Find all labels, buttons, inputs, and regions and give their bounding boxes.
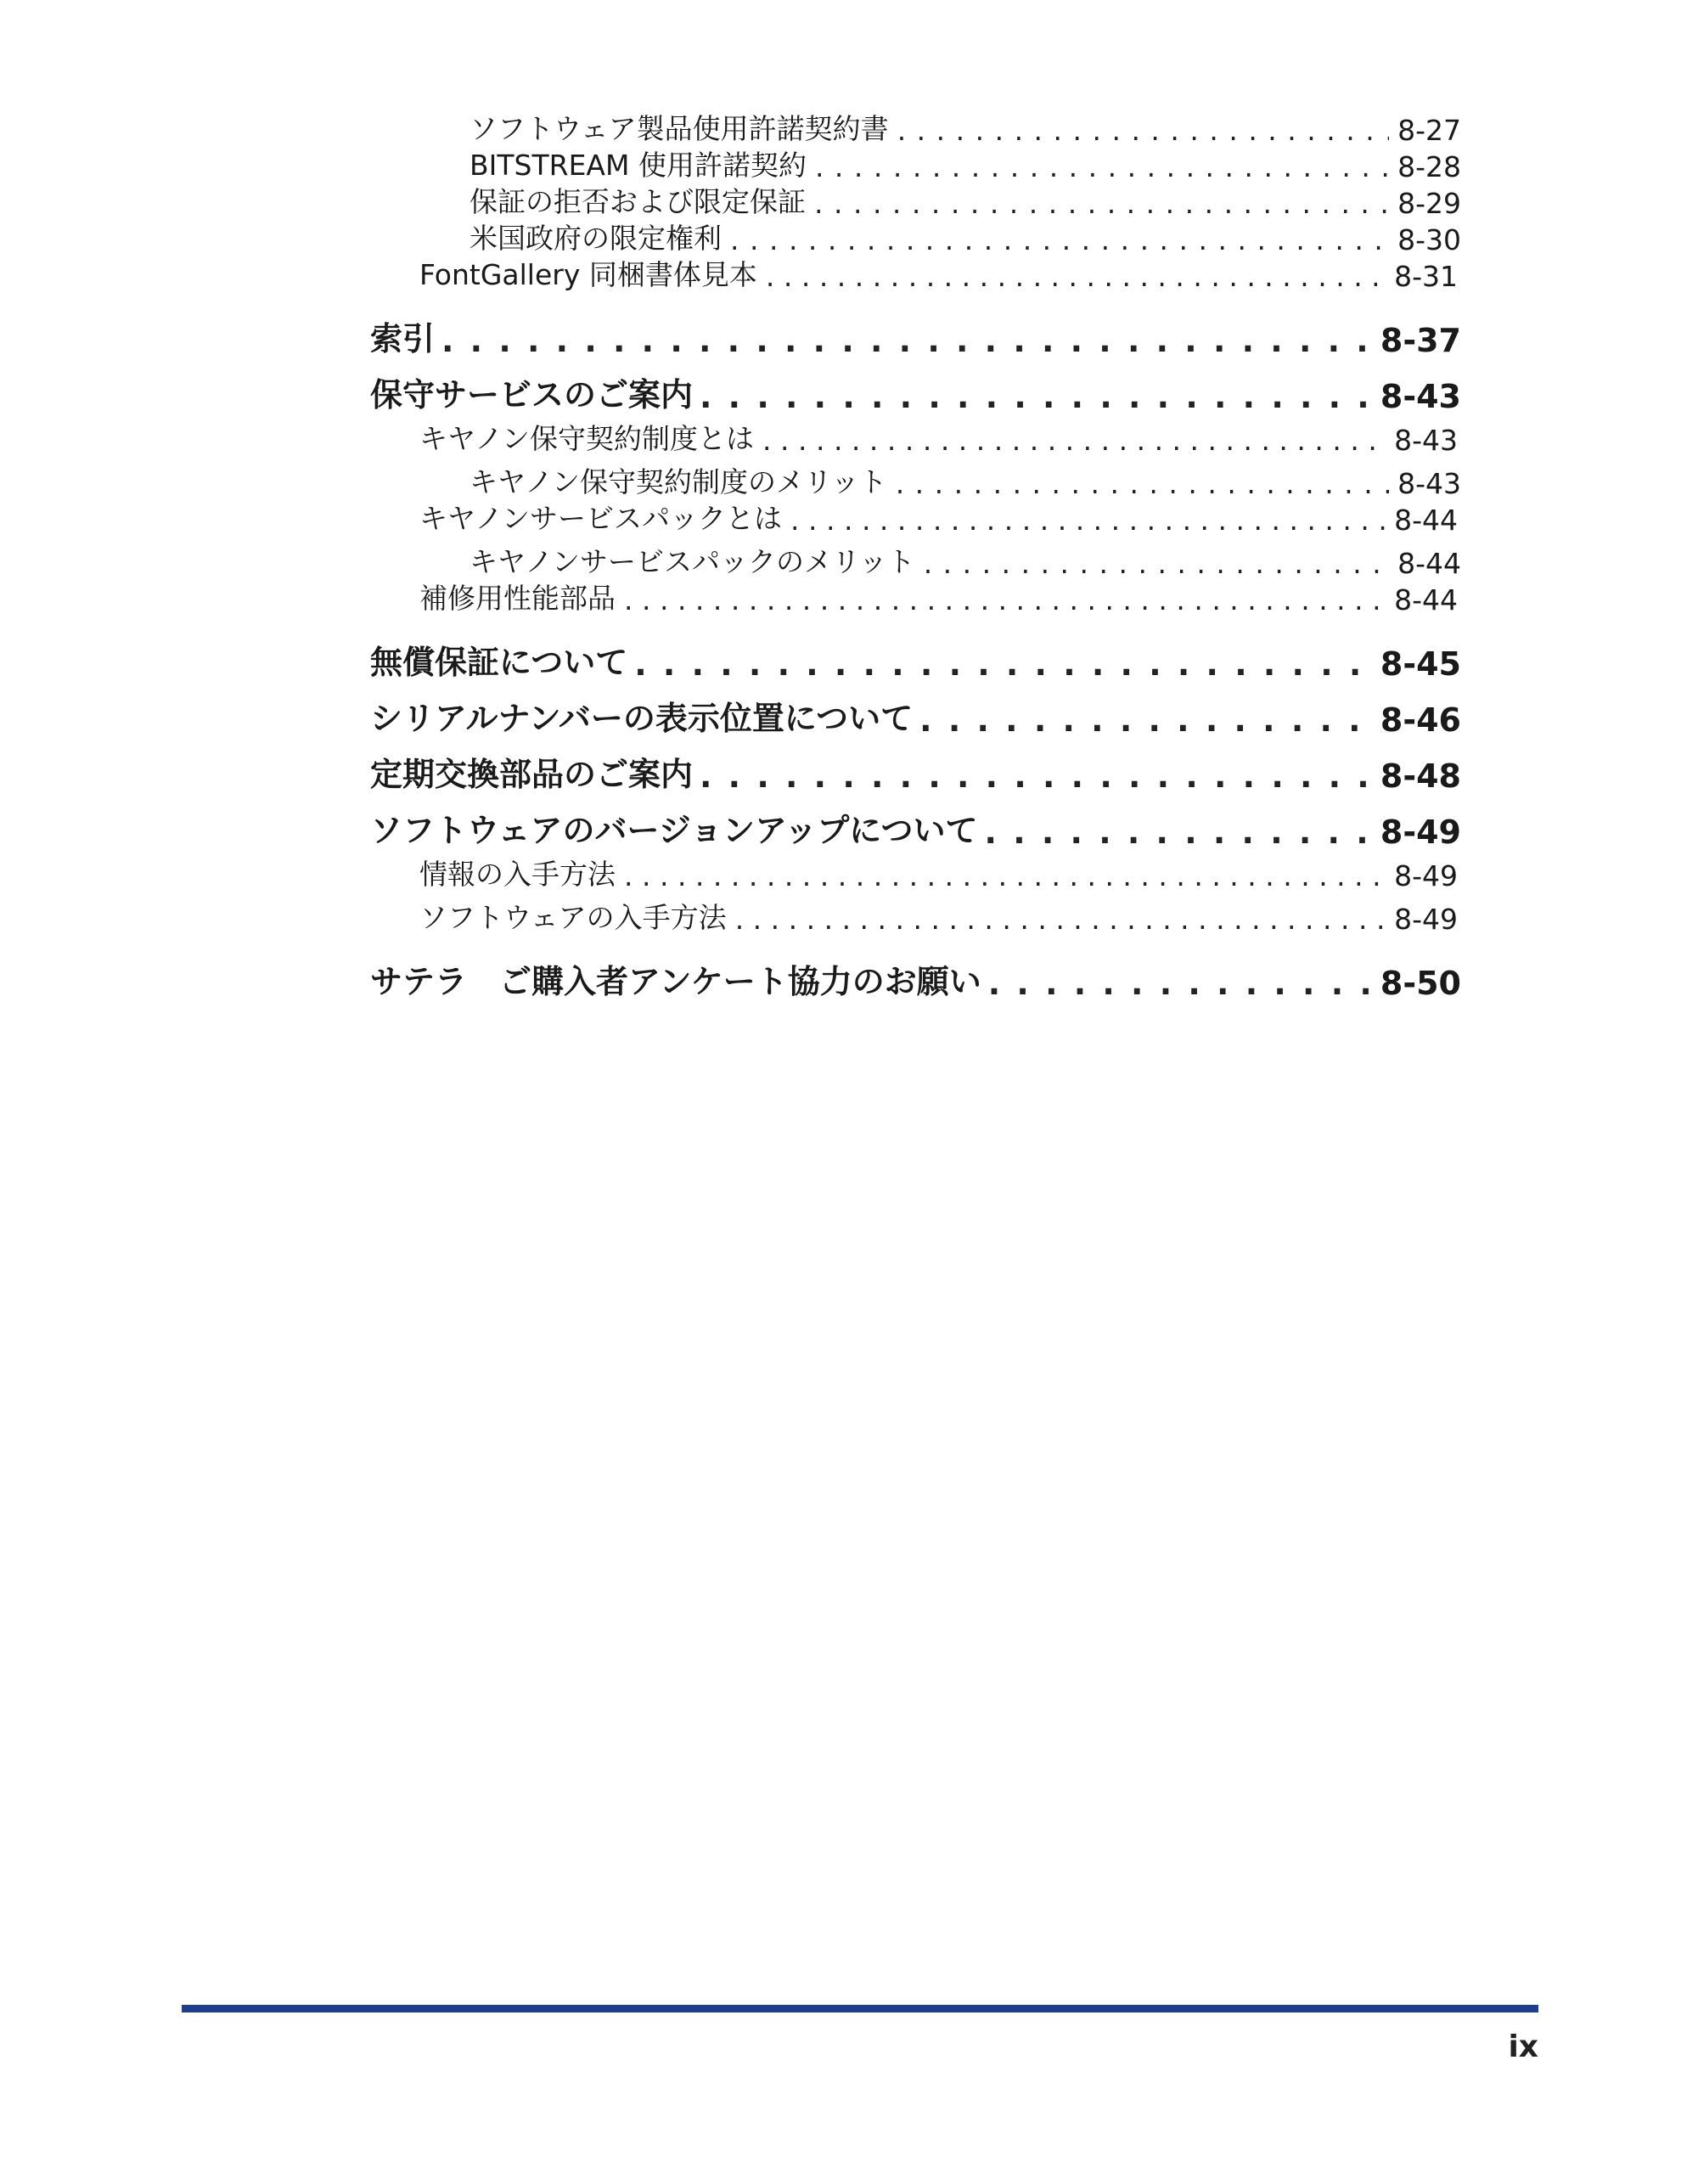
- toc-chapter-entry[interactable]: [370, 308, 1461, 364]
- dot-leader: [700, 757, 1374, 795]
- toc-entry-title: 定期交換部品のご案内: [370, 756, 694, 793]
- dot-leader: [624, 859, 1386, 892]
- dot-leader: [896, 467, 1389, 500]
- toc-entry[interactable]: [419, 899, 1461, 936]
- toc-entry-page: 8-44: [1394, 583, 1458, 616]
- toc-entry-title: 米国政府の限定権利: [469, 222, 722, 255]
- dot-leader: [988, 965, 1374, 1002]
- toc-entry-page: 8-37: [1380, 322, 1461, 359]
- toc-entry[interactable]: [469, 543, 1461, 580]
- toc-entry-page: 8-43: [1397, 467, 1461, 500]
- dot-leader: [815, 150, 1389, 183]
- toc-entry-page: 8-31: [1394, 260, 1458, 293]
- page-number: ix: [1508, 2029, 1538, 2064]
- toc-entry-page: 8-30: [1397, 223, 1461, 256]
- dot-leader: [919, 701, 1374, 739]
- footer-rule: [182, 2005, 1538, 2012]
- toc-entry-page: 8-50: [1380, 965, 1461, 1002]
- dot-leader: [897, 114, 1389, 147]
- toc-entry[interactable]: [469, 147, 1461, 183]
- toc-entry-page: 8-45: [1380, 645, 1461, 683]
- dot-leader: [924, 547, 1389, 580]
- dot-leader: [730, 223, 1389, 256]
- toc-entry-title: 保守サービスのご案内: [370, 376, 694, 414]
- toc-entry[interactable]: [469, 183, 1461, 220]
- dot-leader: [735, 903, 1386, 936]
- dot-leader: [700, 378, 1374, 415]
- toc-entry-title: シリアルナンバーの表示位置について: [370, 700, 914, 737]
- toc-entry[interactable]: [469, 220, 1461, 256]
- dot-leader: [634, 645, 1374, 683]
- toc-entry-title: サテラ ご購入者アンケート協力のお願い: [370, 963, 981, 1000]
- toc-entry-page: 8-44: [1394, 504, 1458, 537]
- toc-entry-page: 8-43: [1394, 424, 1458, 457]
- toc-chapter-entry[interactable]: [370, 364, 1461, 420]
- toc-entry[interactable]: [469, 464, 1461, 500]
- toc-entry-page: 8-27: [1397, 114, 1461, 147]
- toc-entry-title: 補修用性能部品: [419, 582, 616, 615]
- toc-entry[interactable]: [469, 110, 1461, 147]
- dot-leader: [985, 813, 1374, 851]
- toc-entry[interactable]: [419, 580, 1461, 616]
- toc-entry[interactable]: [419, 256, 1461, 293]
- dot-leader: [766, 260, 1386, 293]
- toc-chapter-entry[interactable]: [370, 632, 1461, 688]
- toc-entry-page: 8-49: [1394, 859, 1458, 892]
- toc-entry-page: 8-44: [1397, 547, 1461, 580]
- toc-entry-title: BITSTREAM 使用許諾契約: [469, 149, 807, 182]
- dot-leader: [624, 583, 1386, 616]
- toc-entry-page: 8-49: [1394, 903, 1458, 936]
- toc-entry-title: ソフトウェアの入手方法: [419, 901, 727, 934]
- dot-leader: [814, 187, 1389, 220]
- toc-entry[interactable]: [419, 420, 1461, 457]
- toc-entry-page: 8-48: [1380, 757, 1461, 795]
- dot-leader: [441, 322, 1374, 359]
- dot-leader: [762, 424, 1386, 457]
- toc-entry-title: キヤノン保守契約制度とは: [419, 422, 755, 455]
- toc-entry-title: キヤノン保守契約制度のメリット: [469, 465, 887, 498]
- toc-entry-page: 8-43: [1380, 378, 1461, 415]
- toc-entry-title: FontGallery 同梱書体見本: [419, 258, 757, 291]
- toc-entry-title: キヤノンサービスパックとは: [419, 502, 783, 535]
- toc-entry-page: 8-29: [1397, 187, 1461, 220]
- toc-chapter-entry[interactable]: [370, 800, 1461, 856]
- toc-entry[interactable]: [419, 500, 1461, 537]
- toc-entry-title: ソフトウェア製品使用許諾契約書: [469, 112, 889, 145]
- toc-entry-title: 索引: [370, 320, 436, 357]
- toc-chapter-entry[interactable]: [370, 951, 1461, 1007]
- toc-entry-page: 8-46: [1380, 701, 1461, 739]
- toc-entry[interactable]: [419, 856, 1461, 892]
- toc-entry-page: 8-28: [1397, 150, 1461, 183]
- table-of-contents: [0, 110, 1698, 1007]
- toc-chapter-entry[interactable]: [370, 688, 1461, 744]
- toc-entry-page: 8-49: [1380, 813, 1461, 851]
- spacer: [0, 892, 1698, 899]
- dot-leader: [790, 504, 1386, 537]
- toc-entry-title: ソフトウェアのバージョンアップについて: [370, 812, 978, 849]
- toc-entry-title: 保証の拒否および限定保証: [469, 185, 806, 218]
- toc-entry-title: 無償保証について: [370, 644, 628, 681]
- toc-chapter-entry[interactable]: [370, 744, 1461, 800]
- toc-entry-title: キヤノンサービスパックのメリット: [469, 545, 915, 578]
- toc-entry-title: 情報の入手方法: [419, 858, 616, 891]
